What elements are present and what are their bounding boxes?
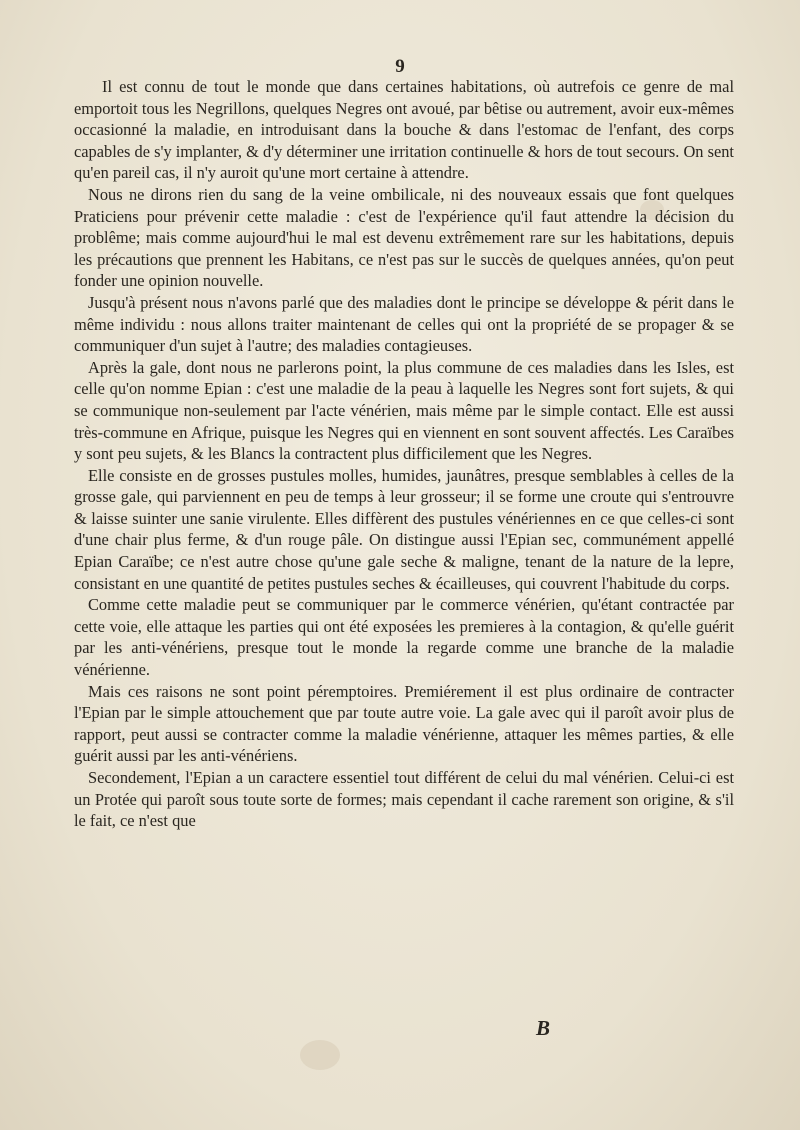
paragraph: Comme cette maladie peut se communiquer par le commerce vénérien, qu'étant contractée par cette voie, elle attaque les parties qui ont été exposées les premieres à la contagion, & qu'elle guérit par les anti-vénériens, presque tout le monde la regarde comme une branche de la maladie vénérienne. (74, 595, 734, 680)
paragraph: Secondement, l'Epian a un caractere essentiel tout différent de celui du mal vénérien. Celui-ci est un Protée qui paroît sous toute sorte de formes; mais cependant il cache rarement son origine, & s'il le fait, ce n'est que (74, 768, 734, 831)
signature-mark: B (536, 1016, 551, 1040)
paragraph: Mais ces raisons ne sont point péremptoires. Premiérement il est plus ordinaire de contracter l'Epian par le simple attouchement que par toute autre voie. La gale avec qui il paroît avoir plus de rapport, peut aussi se contracter comme la maladie vénérienne, attaquer les mêmes parties, & elle guérit aussi par les anti-vénériens. (74, 681, 734, 766)
paragraph: Après la gale, dont nous ne parlerons point, la plus commune de ces maladies dans les Isles, est celle qu'on nomme Epian : c'est une maladie de la peau à laquelle les Negres sont fort sujets, & qui se communique non-seulement par l'acte vénérien, mais même par le simple contact. Elle est aussi très-commune en Afrique, puisque les Negres qui en viennent en sont souvent affectés. Les Caraïbes y sont peu sujets, & les Blancs la contractent plus difficilement que les Negres. (74, 357, 734, 464)
paragraph: Jusqu'à présent nous n'avons parlé que des maladies dont le principe se développe & périt dans le même individu : nous allons traiter maintenant de celles qui ont la propriété de se propager & se communiquer d'un sujet à l'autre; des maladies contagieuses. (74, 292, 734, 356)
paper-stain (300, 1040, 340, 1070)
paragraph: Nous ne dirons rien du sang de la veine ombilicale, ni des nouveaux essais que font quelques Praticiens pour prévenir cette maladie : c'est de l'expérience qu'il faut attendre la décision du problême; mais comme aujourd'hui le mal est devenu extrêmement rare sur les habitations, depuis les précautions que prennent les Habitans, ce n'est pas sur le succès de quelques années, qu'on peut fonder une opinion nouvelle. (74, 184, 734, 291)
paragraph: Elle consiste en de grosses pustules molles, humides, jaunâtres, presque semblables à celles de la grosse gale, qui parviennent en peu de temps à leur grosseur; il se forme une croute qui s'entrouvre & laisse suinter une sanie virulente. Elles diffèrent des pustules vénériennes en ce que celles-ci sont d'une chair plus ferme, & d'un rouge pâle. On distingue aussi l'Epian sec, communément appellé Epian Caraïbe; ce n'est autre chose qu'une gale seche & maligne, tenant de la nature de la lepre, consistant en une quantité de petites pustules seches & écailleuses, qui couvrent l'habitude du corps. (74, 465, 734, 593)
paragraph: Il est connu de tout le monde que dans certaines habitations, où autrefois ce genre de mal emportoit tous les Negrillons, quelques Negres ont avoué, par bêtise ou autrement, avoir eux-mêmes occasionné la maladie, en introduisant dans la bouche & dans l'estomac de l'enfant, des corps capables de s'y implanter, & d'y déterminer une irritation continuelle & hors de tout secours. On sent qu'en pareil cas, il n'y auroit qu'une mort certaine à attendre. (74, 77, 734, 183)
page-number: 9 (395, 56, 405, 77)
body-text (74, 76, 734, 832)
